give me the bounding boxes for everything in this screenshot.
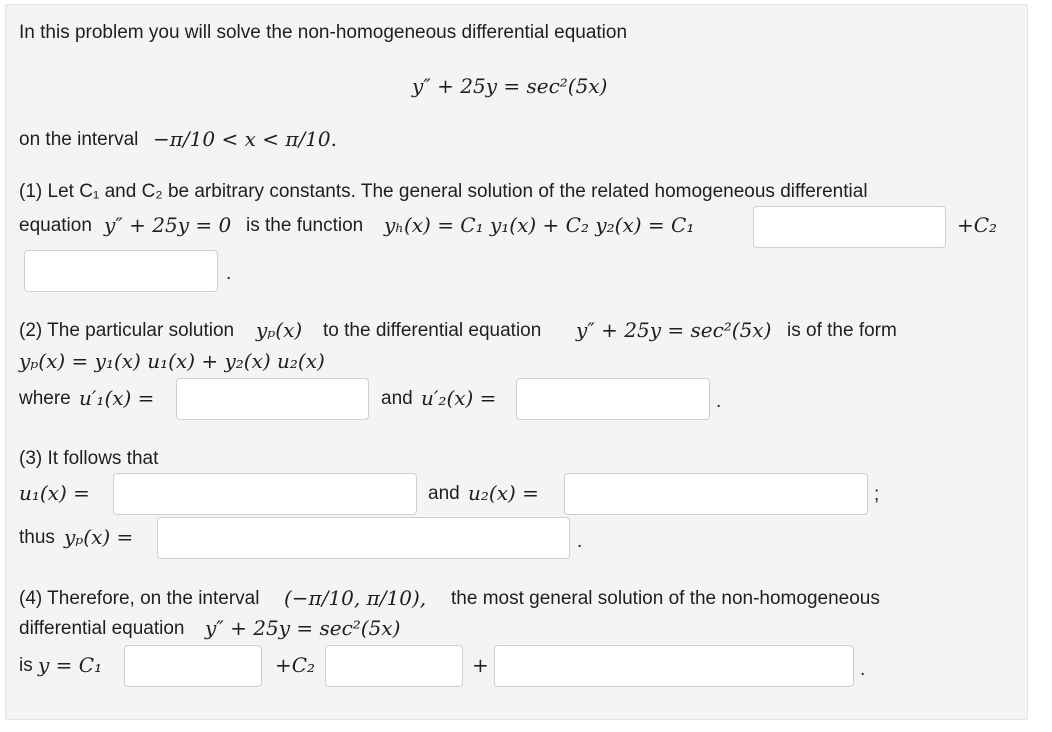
u1-input[interactable] [113,473,417,515]
part2-mid: to the differential equation [323,320,542,341]
yp-label: yₚ(x) = [64,525,134,549]
part2-form: yₚ(x) = y₁(x) u₁(x) + y₂(x) u₂(x) [19,349,325,373]
part2-suffix: is of the form [787,320,897,341]
u2-prime-label: u′₂(x) = [421,386,497,410]
yh-c2-input[interactable] [24,250,218,292]
part2-yp: yₚ(x) [256,318,303,342]
part3-semicolon: ; [874,484,880,505]
interval-prefix: on the interval [19,129,139,150]
part1-mid-text: is the function [246,215,364,236]
u1-prime-input[interactable] [176,378,369,420]
part4-prefix: (4) Therefore, on the interval [19,588,260,609]
u2-input[interactable] [564,473,868,515]
gen-c1-input[interactable] [124,645,262,687]
part3-period: . [577,531,583,552]
part4-equation: y″ + 25y = sec²(5x) [205,616,401,640]
part4-period: . [860,659,866,680]
part2-equation: y″ + 25y = sec²(5x) [576,318,772,342]
part4-plus: + [472,653,489,677]
part2-period: . [716,391,722,412]
part1-period: . [226,263,232,284]
part1-equation-label: equation [19,215,92,236]
gen-c2-input[interactable] [325,645,463,687]
intro-text: In this problem you will solve the non-homogeneous differential equation [19,22,628,43]
u1-label: u₁(x) = [19,481,90,505]
part1-homog-eq: y″ + 25y = 0 [104,213,232,237]
u2-label: u₂(x) = [468,481,539,505]
part2-prefix: (2) The particular solution [19,320,235,341]
part2-where: where [19,388,71,409]
part4-suffix: the most general solution of the non-homogeneous [451,588,880,609]
yp-input[interactable] [157,517,570,559]
part2-and: and [381,388,413,409]
gen-particular-input[interactable] [494,645,854,687]
part1-plus-c2: +C₂ [957,213,998,237]
part4-is: is [19,655,33,676]
interval-math: −π/10 < x < π/10. [153,127,338,151]
part1-yh-expr: yₕ(x) = C₁ y₁(x) + C₂ y₂(x) = C₁ [384,213,695,237]
yh-c1-input[interactable] [753,206,946,248]
part4-interval: (−π/10, π/10), [284,586,427,610]
part3-and: and [428,483,460,504]
part3-thus: thus [19,527,55,548]
part1-line1: (1) Let C₁ and C₂ be arbitrary constants. The general solution of the related homogeneous differential [19,181,868,202]
intro-equation: y″ + 25y = sec²(5x) [412,74,608,98]
part4-line2: differential equation [19,618,185,639]
u1-prime-label: u′₁(x) = [79,386,155,410]
part3-line1: (3) It follows that [19,448,159,469]
u2-prime-input[interactable] [516,378,710,420]
part4-plus-c2: +C₂ [275,653,316,677]
part4-y-eq: y = C₁ [38,653,103,677]
